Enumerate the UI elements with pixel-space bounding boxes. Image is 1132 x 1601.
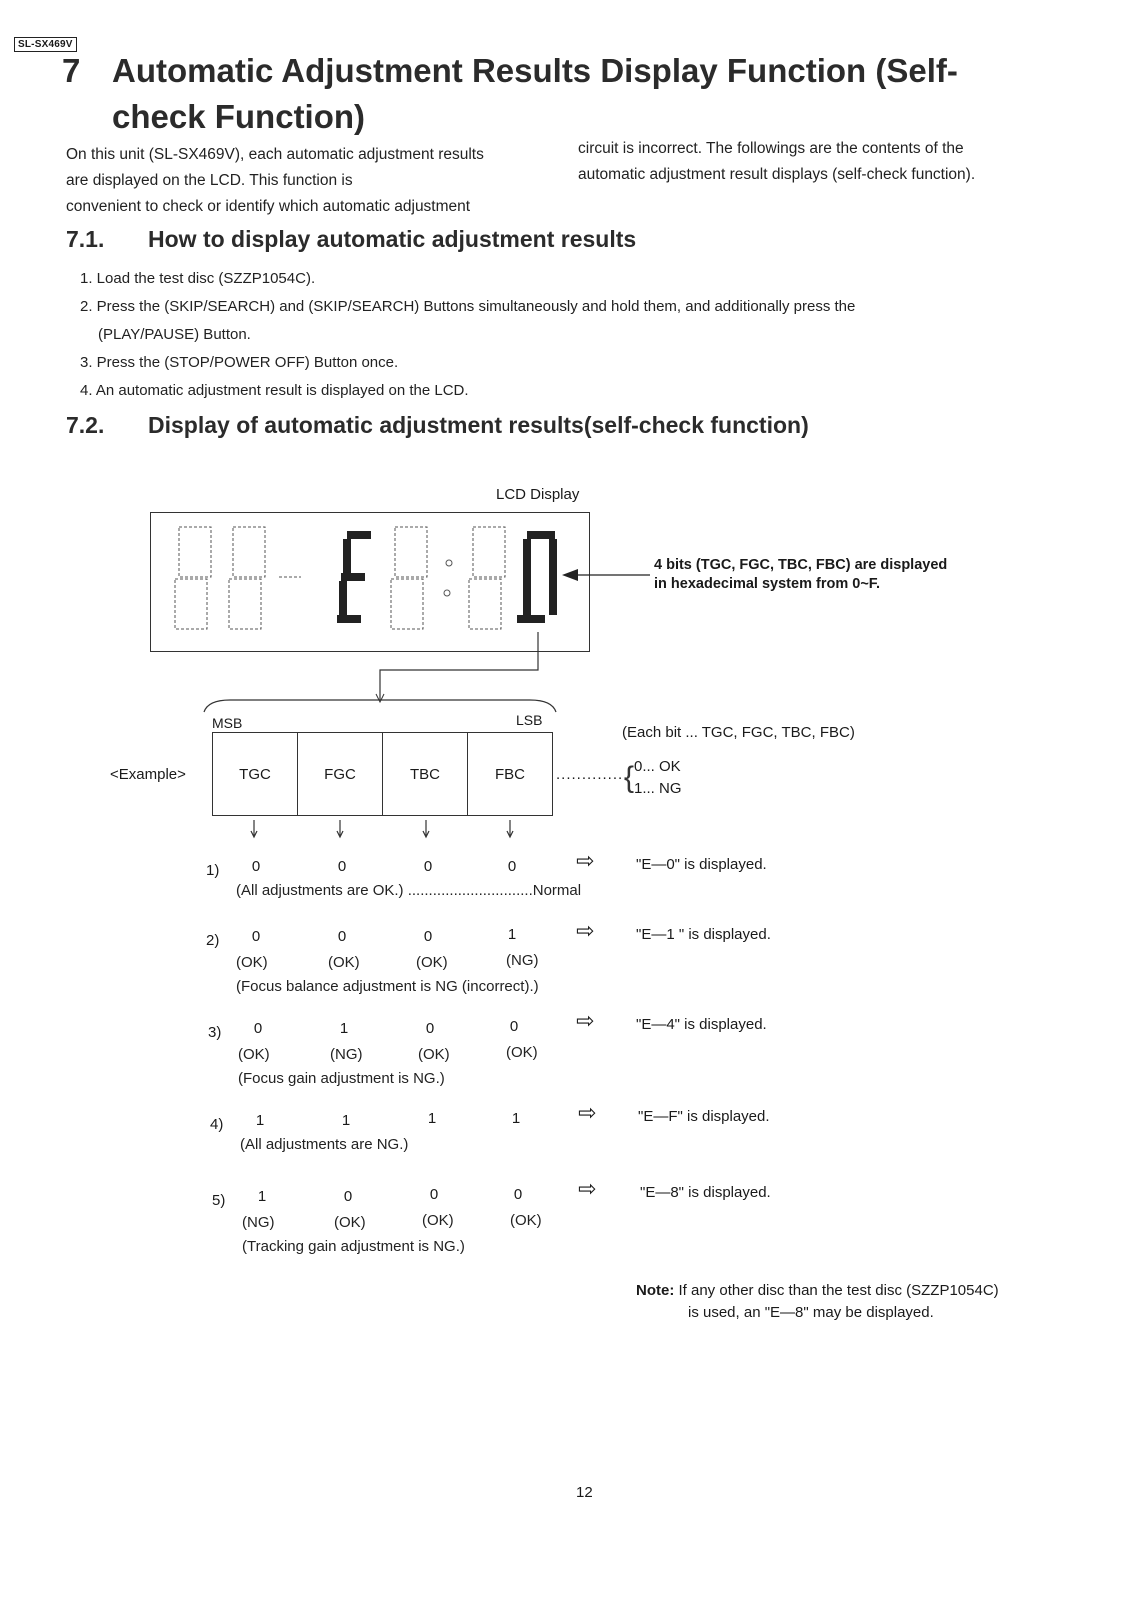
example-2-arrow-icon: ⇨ <box>576 918 595 943</box>
intro-right <box>578 136 1098 188</box>
example-4-bit-tgc: 1 <box>255 1112 265 1129</box>
subsection-title: How to display automatic adjustment results <box>148 226 637 252</box>
footnote-line2: is used, an "E—8" may be displayed. <box>688 1304 934 1321</box>
example-5-note: (Tracking gain adjustment is NG.) <box>242 1238 465 1255</box>
example-3-index: 3) <box>208 1024 222 1041</box>
example-5-arrow-icon: ⇨ <box>578 1176 597 1201</box>
footnote-label: Note: <box>636 1282 675 1299</box>
example-2-bit-tbc: 0 <box>423 928 433 945</box>
example-5-display: "E—8" is displayed. <box>640 1184 771 1201</box>
subsection-heading-7-1 <box>66 226 636 253</box>
example-2-status-tgc: (OK) <box>236 954 268 971</box>
section-number: 7 <box>62 52 81 89</box>
example-3-status-tgc: (OK) <box>238 1046 270 1063</box>
example-2-note: (Focus balance adjustment is NG (incorrect).) <box>236 978 539 995</box>
lsb-label: LSB <box>516 712 543 728</box>
example-3-arrow-icon: ⇨ <box>576 1008 595 1033</box>
lcd-note <box>654 556 947 594</box>
bit-cell-tgc: TGC <box>213 733 298 816</box>
lcd-display-label: LCD Display <box>496 486 580 503</box>
example-2-bit-fbc: 1 <box>507 926 517 943</box>
bit-cell-fgc: FGC <box>298 733 383 816</box>
footnote-line1: If any other disc than the test disc (SZZP1054C) <box>678 1282 999 1299</box>
example-3-bit-fbc: 0 <box>509 1018 519 1035</box>
msb-label: MSB <box>212 715 243 731</box>
example-2-status-fgc: (OK) <box>328 954 360 971</box>
example-3-display: "E—4" is displayed. <box>636 1016 767 1033</box>
example-1-index: 1) <box>206 862 220 879</box>
legend-ng: 1... NG <box>634 780 682 797</box>
bit-down-arrows <box>212 818 552 842</box>
example-1-bit-fgc: 0 <box>337 858 347 875</box>
connector-lines <box>200 630 560 730</box>
example-4-index: 4) <box>210 1116 224 1133</box>
example-1-arrow-icon: ⇨ <box>576 848 595 873</box>
intro-line: automatic adjustment result displays (self-check function). <box>578 166 976 183</box>
page-number: 12 <box>576 1484 593 1501</box>
example-5-status-tbc: (OK) <box>422 1212 454 1229</box>
subsection-title: Display of automatic adjustment results(self-check function) <box>148 412 809 438</box>
example-5-bit-tbc: 0 <box>429 1186 439 1203</box>
example-2-bit-fgc: 0 <box>337 928 347 945</box>
step-1: 1. Load the test disc (SZZP1054C). <box>80 270 316 287</box>
intro-line: are displayed on the LCD. This function is <box>66 172 353 189</box>
step-2-cont: (PLAY/PAUSE) Button. <box>98 326 251 343</box>
example-4-bit-tbc: 1 <box>427 1110 437 1127</box>
example-3-bit-fgc: 1 <box>339 1020 349 1037</box>
example-label: <Example> <box>110 766 186 783</box>
example-5-index: 5) <box>212 1192 226 1209</box>
section-title-text: Automatic Adjustment Results Display Function (Self-check Function) <box>112 52 958 135</box>
legend-brace: { <box>624 761 635 794</box>
bit-table <box>212 732 553 816</box>
example-2-bit-tgc: 0 <box>251 928 261 945</box>
example-1-note: (All adjustments are OK.) ..............................Normal <box>236 882 582 899</box>
example-1-bit-fbc: 0 <box>507 858 517 875</box>
intro-line: On this unit (SL-SX469V), each automatic adjustment results <box>66 146 484 163</box>
example-4-display: "E—F" is displayed. <box>638 1108 770 1125</box>
example-2-status-tbc: (OK) <box>416 954 448 971</box>
example-5-status-fbc: (OK) <box>510 1212 542 1229</box>
example-5-bit-fgc: 0 <box>343 1188 353 1205</box>
example-1-bit-tgc: 0 <box>251 858 261 875</box>
bit-cell-fbc: FBC <box>468 733 553 816</box>
example-4-note: (All adjustments are NG.) <box>240 1136 409 1153</box>
example-5-status-tgc: (NG) <box>242 1214 275 1231</box>
legend-ok: 0... OK <box>634 758 681 775</box>
example-3-status-fbc: (OK) <box>506 1044 538 1061</box>
step-2: 2. Press the (SKIP/SEARCH) and (SKIP/SEARCH) Buttons simultaneously and hold them, and additionally press the <box>80 298 856 315</box>
example-3-note: (Focus gain adjustment is NG.) <box>238 1070 445 1087</box>
intro-line: circuit is incorrect. The followings are the contents of the <box>578 140 964 157</box>
example-4-bit-fbc: 1 <box>511 1110 521 1127</box>
subsection-number: 7.1. <box>66 226 105 252</box>
lcd-pointer-arrow <box>560 560 650 590</box>
example-4-arrow-icon: ⇨ <box>578 1100 597 1125</box>
example-2-display: "E—1 " is displayed. <box>636 926 771 943</box>
step-4: 4. An automatic adjustment result is displayed on the LCD. <box>80 382 469 399</box>
leader-dots: .............. <box>556 766 629 783</box>
example-3-bit-tgc: 0 <box>253 1020 263 1037</box>
example-3-status-fgc: (NG) <box>330 1046 363 1063</box>
lcd-note-line: 4 bits (TGC, FGC, TBC, FBC) are displayed <box>654 557 948 573</box>
intro-line: convenient to check or identify which automatic adjustment <box>66 198 471 215</box>
example-2-status-fbc: (NG) <box>506 952 539 969</box>
example-3-status-tbc: (OK) <box>418 1046 450 1063</box>
step-3: 3. Press the (STOP/POWER OFF) Button once. <box>80 354 399 371</box>
bit-legend <box>634 756 682 800</box>
example-2-index: 2) <box>206 932 220 949</box>
example-5-status-fgc: (OK) <box>334 1214 366 1231</box>
bit-cell-tbc: TBC <box>383 733 468 816</box>
example-1-display: "E—0" is displayed. <box>636 856 767 873</box>
example-5-bit-fbc: 0 <box>513 1186 523 1203</box>
intro-left <box>66 142 556 220</box>
example-1-bit-tbc: 0 <box>423 858 433 875</box>
model-badge: SL-SX469V <box>14 37 77 52</box>
subsection-heading-7-2 <box>66 412 809 439</box>
example-4-bit-fgc: 1 <box>341 1112 351 1129</box>
lcd-digit-E <box>337 531 371 623</box>
each-bit-caption: (Each bit ... TGC, FGC, TBC, FBC) <box>622 724 855 741</box>
example-5-bit-tgc: 1 <box>257 1188 267 1205</box>
lcd-digit-0 <box>517 531 557 623</box>
lcd-note-line: in hexadecimal system from 0~F. <box>654 576 881 592</box>
section-title <box>62 48 1022 140</box>
example-3-bit-tbc: 0 <box>425 1020 435 1037</box>
subsection-number: 7.2. <box>66 412 105 438</box>
footnote <box>636 1280 999 1324</box>
